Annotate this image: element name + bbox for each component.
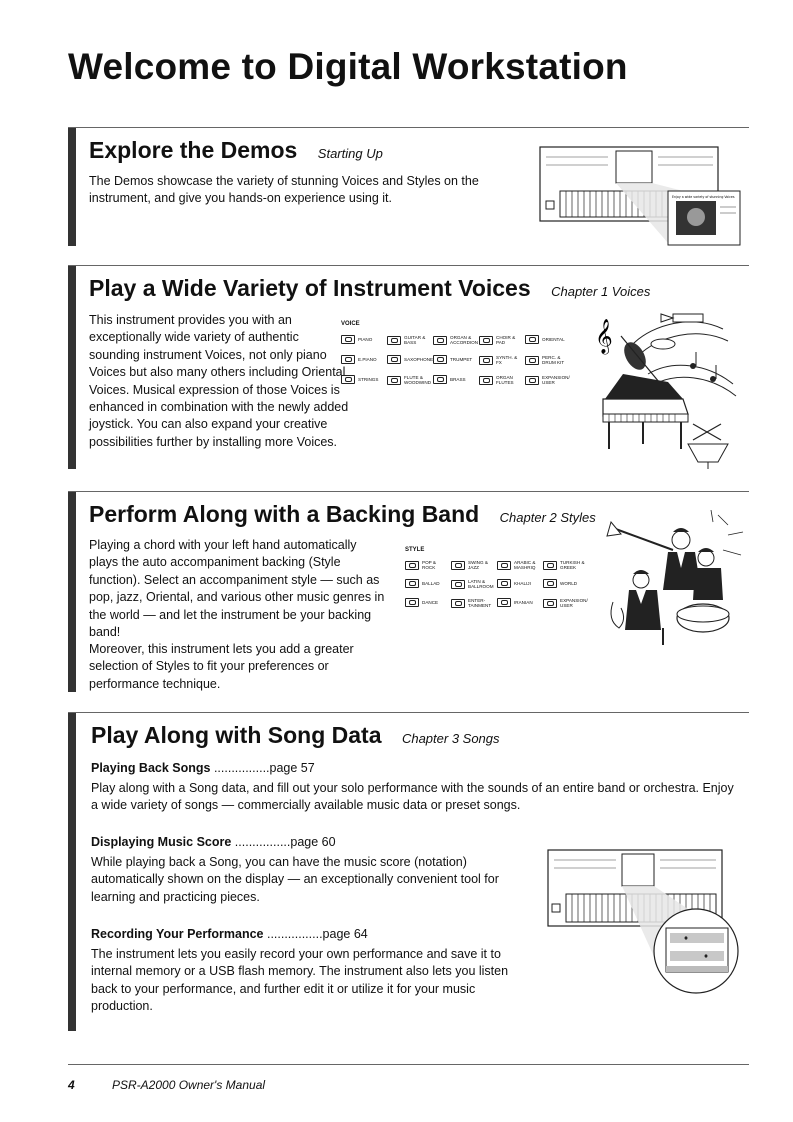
- style-button-khaliji[interactable]: KHALIJI: [497, 579, 531, 588]
- style-button-arabic-mashriq[interactable]: ARABIC & MASHRIQ: [497, 560, 542, 570]
- section-body: Playing a chord with your left hand automatically plays the auto accompaniment backing (Style function). Select an accompaniment style — such as pop, jazz, Oriental, and various other music genres in the world — and let the instrument be your backing band!: [89, 538, 385, 640]
- subsection-score-body: While playing back a Song, you can have the music score (notation) automatically shown on the display — an exceptionally convenient tool for learning and practicing pieces.: [91, 855, 499, 904]
- section-bar: [68, 713, 76, 1031]
- subsection-playback-title: Playing Back Songs ................page 57: [91, 761, 315, 775]
- section-heading: [89, 501, 596, 528]
- section-bar: [68, 266, 76, 469]
- voice-panel-title: VOICE: [341, 321, 360, 327]
- section-bar: [68, 128, 76, 246]
- section-subtitle: Chapter 1 Voices: [551, 284, 651, 299]
- voice-button-flute-woodwind[interactable]: FLUTE & WOODWIND: [387, 375, 432, 385]
- style-button-entertainment[interactable]: ENTER-TAINMENT: [451, 598, 496, 608]
- voice-button-e-piano[interactable]: E.PIANO: [341, 355, 377, 364]
- style-button-swing-jazz[interactable]: SWING & JAZZ: [451, 560, 496, 570]
- voice-button-oriental[interactable]: ORIENTAL: [525, 335, 565, 344]
- voice-button-synth-fx[interactable]: SYNTH. & FX: [479, 355, 524, 365]
- section-title: Explore the Demos: [89, 137, 298, 163]
- style-button-turkish-greek[interactable]: TURKISH & GREEK: [543, 560, 588, 570]
- style-panel-title: STYLE: [405, 547, 425, 553]
- section-body-2: Moreover, this instrument lets you add a greater selection of Styles to fit your preferences or performance technique.: [89, 642, 354, 691]
- section-heading: [89, 137, 383, 164]
- style-button-panel: [405, 547, 605, 612]
- voice-button-brass[interactable]: BRASS: [433, 375, 466, 384]
- style-button-expansion-user[interactable]: EXPANSION/ USER: [543, 598, 588, 608]
- footer-page-number: 4: [68, 1078, 75, 1092]
- voice-button-panel: [341, 321, 581, 391]
- keyboard-score-illustration: [546, 846, 741, 996]
- section-bar: [68, 492, 76, 692]
- voice-button-saxophone[interactable]: SAXOPHONE: [387, 355, 432, 364]
- page-reference: page 57: [269, 761, 315, 775]
- subsection-score-title: Displaying Music Score ................page 60: [91, 835, 336, 849]
- keyboard-demo-illustration: [538, 143, 748, 248]
- section-title: Perform Along with a Backing Band: [89, 501, 480, 527]
- section-title: Play Along with Song Data: [91, 722, 382, 748]
- voice-button-choir-pad[interactable]: CHOIR & PAD: [479, 335, 524, 345]
- voice-button-piano[interactable]: PIANO: [341, 335, 372, 344]
- voice-button-trumpet[interactable]: TRUMPET: [433, 355, 472, 364]
- svg-text:𝄞: 𝄞: [595, 319, 613, 354]
- section-styles: [68, 491, 749, 692]
- section-subtitle: Chapter 2 Styles: [499, 510, 596, 525]
- voice-button-guitar-bass[interactable]: GUITAR & BASS: [387, 335, 432, 345]
- subsection-playback-body: Play along with a Song data, and fill out your solo performance with the sounds of an entire band or orchestra. Enjoy a wide variety of songs — commercially available music data or preset songs.: [91, 781, 734, 813]
- style-button-ballad[interactable]: BALLAD: [405, 579, 440, 588]
- instruments-illustration: [593, 304, 743, 469]
- demo-screen-caption: Enjoy a wide variety of stunning Voices: [672, 195, 735, 199]
- voice-button-strings[interactable]: STRINGS: [341, 375, 378, 384]
- section-subtitle: Starting Up: [317, 146, 383, 161]
- style-button-iranian[interactable]: IRANIAN: [497, 598, 533, 607]
- voice-button-expansion-user[interactable]: EXPANSION/ USER: [525, 375, 570, 385]
- voice-button-organ-flutes[interactable]: ORGAN FLUTES: [479, 375, 524, 385]
- style-button-latin-ballroom[interactable]: LATIN & BALLROOM: [451, 579, 496, 589]
- style-button-world[interactable]: WORLD: [543, 579, 577, 588]
- subsection-recording-title: Recording Your Performance ................page 64: [91, 927, 368, 941]
- subsection-recording-body: The instrument lets you easily record your own performance and save it to internal memory or a USB flash memory. The instrument also lets you listen back to your performance, and further edit it or utilize it for your music production.: [91, 947, 509, 1014]
- voice-button-perc-drum-kit[interactable]: PERC. & DRUM KIT: [525, 355, 570, 365]
- page-reference: page 64: [322, 927, 368, 941]
- section-body: This instrument provides you with an exceptionally wide variety of authentic sounding instrument Voices, not only piano Voices but also many others including Oriental Voices. Musical expression of those Voices is enhanced in combination with the newly added joystick. You can also expand your creative possibilities further by installing more Voices.: [89, 313, 349, 449]
- footer-rule: [68, 1064, 749, 1065]
- footer-manual-title: PSR-A2000 Owner's Manual: [112, 1078, 266, 1092]
- style-button-dance[interactable]: DANCE: [405, 598, 438, 607]
- section-songs: [68, 712, 749, 1031]
- section-subtitle: Chapter 3 Songs: [401, 731, 500, 746]
- section-demos: [68, 127, 749, 246]
- section-voices: [68, 265, 749, 469]
- voice-button-organ-accordion[interactable]: ORGAN & ACCORDION: [433, 335, 478, 345]
- section-body: The Demos showcase the variety of stunning Voices and Styles on the instrument, and give you hands-on experience using it.: [89, 174, 479, 206]
- style-button-pop-rock[interactable]: POP & ROCK: [405, 560, 450, 570]
- page-title: Welcome to Digital Workstation: [68, 46, 628, 87]
- section-heading: [91, 722, 500, 749]
- backing-band-illustration: [603, 510, 748, 645]
- section-heading: [89, 275, 650, 302]
- page-reference: page 60: [290, 835, 336, 849]
- section-title: Play a Wide Variety of Instrument Voices: [89, 275, 531, 301]
